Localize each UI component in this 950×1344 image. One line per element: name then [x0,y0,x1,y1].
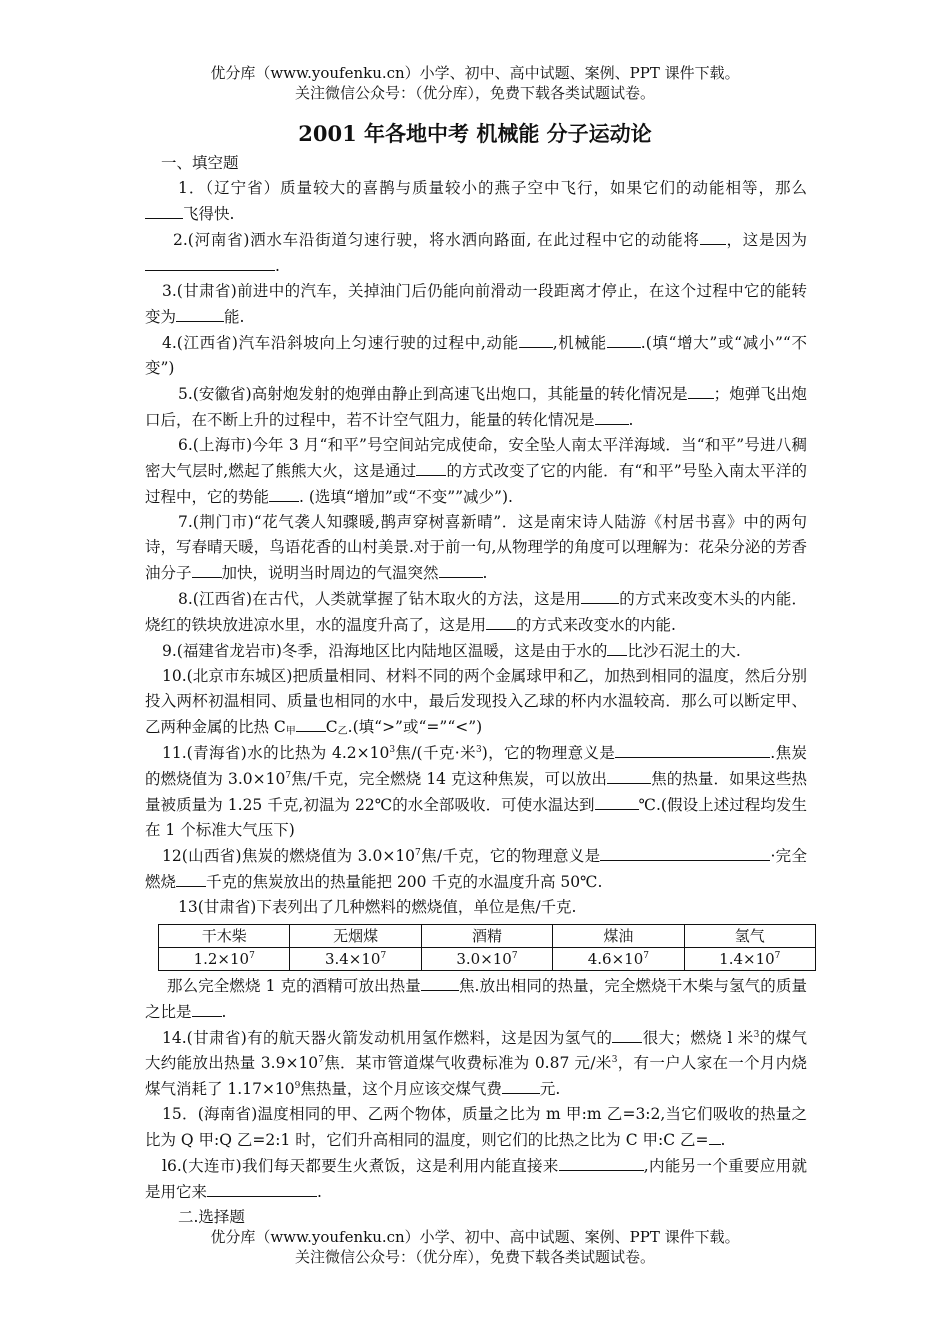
answer-blank[interactable] [486,612,516,630]
question-7: 7.(荆门市)“花气袭人知骤暖,鹊声穿树喜新晴”．这是南宋诗人陆游《村居书喜》中的两句诗，写春晴天暖，鸟语花香的山村美景.对于前一句,从物理学的角度可以理解为：花朵分泌的芳香油分子 加快，说明当时周边的气温突然 . [145,513,807,582]
answer-blank[interactable] [145,253,275,271]
question-13-continued: 那么完全燃烧 1 克的酒精可放出热量 焦.放出相同的热量，完全燃烧干木柴与氢气的质量之比是 . [145,973,807,1025]
question-15: 15．(海南省)温度相同的甲、乙两个物体，质量之比为 m 甲:m 乙=3:2,当它们吸收的热量之比为 Q 甲:Q 乙=2:1 时，它们升高相同的温度，则它们的比热之比为 C 甲:C 乙= . [145,1105,807,1149]
answer-blank[interactable] [688,381,714,399]
table-cell: $3.4\times 10^7$ [290,948,421,971]
section-fill-blank-heading: 一、填空题 [161,154,239,172]
page-header [0,63,950,103]
answer-blank[interactable] [207,1179,317,1197]
table-header-cell: 无烟煤 [290,925,421,948]
answer-blank[interactable] [192,560,222,578]
answer-blank[interactable] [519,330,553,348]
question-3: 3.(甘肃省)前进中的汽车，关掉油门后仍能向前滑动一段距离才停止，在这个过程中它的能转变为 能. [145,282,807,326]
table-header-cell: 酒精 [421,925,552,948]
answer-blank[interactable] [607,766,651,784]
answer-blank[interactable] [700,227,726,245]
question-13: 13(甘肃省)下表列出了几种燃料的燃烧值，单位是焦/千克. [178,898,577,916]
answer-blank[interactable] [709,1127,721,1145]
header-line-2: 关注微信公众号：（优分库），免费下载各类试题试卷。 [294,84,655,102]
answer-blank[interactable] [176,869,206,887]
answer-blank[interactable] [192,999,222,1017]
fuel-value-table [158,924,816,971]
page-title: 2001 年各地中考 机械能 分子运动论 [298,121,652,146]
answer-blank[interactable] [269,484,299,502]
answer-blank[interactable] [421,973,459,991]
question-16: l6.(大连市)我们每天都要生火煮饭，这是利用内能直接来 ,内能另一个重要应用就是用它来 . [145,1153,807,1205]
question-1: 1．（辽宁省）质量较大的喜鹊与质量较小的燕子空中飞行，如果它们的动能相等，那么飞得快. [145,176,807,227]
answer-blank[interactable] [296,714,326,732]
answer-blank[interactable] [581,586,619,604]
question-12: 12(山西省)焦炭的燃烧值为 $3.0\times 10^7$焦/千克，它的物理意义是 ·完全燃烧 千克的焦炭放出的热量能把 200 千克的水温度升高 50℃. [145,843,807,895]
table-cell: $1.2\times 10^7$ [159,948,290,971]
answer-blank[interactable] [612,1025,642,1043]
answer-blank[interactable] [439,560,483,578]
question-2: 2.(河南省)洒水车沿街道匀速行驶，将水洒向路面, 在此过程中它的动能将 ，这是因为. [145,227,807,279]
table-cell: $1.4\times 10^7$ [684,948,815,971]
question-5: 5.(安徽省)高射炮发射的炮弹由静止到高速飞出炮口，其能量的转化情况是 ；炮弹飞出炮口后，在不断上升的过程中，若不计空气阻力，能量的转化情况是 . [145,381,807,433]
page-footer [0,1227,950,1267]
answer-blank[interactable] [600,843,770,861]
table-header-row [159,925,816,948]
answer-blank[interactable] [176,304,224,322]
table-cell: $3.0\times 10^7$ [421,948,552,971]
answer-blank[interactable] [595,407,629,425]
answer-blank[interactable] [607,638,627,656]
answer-blank[interactable] [615,740,770,758]
document-body [145,151,807,1230]
question-10: 10.(北京市东城区)把质量相同、材料不同的两个金属球甲和乙，加热到相同的温度，然后分别投入两杯初温相同、质量也相同的水中，最后发现投入乙球的杯内水温较高．那么可以断定甲、乙两种金属的比热 $C_甲$ $C_乙$.(填“>”或“=”“<”) [145,667,807,737]
answer-blank[interactable] [559,1153,644,1171]
footer-line-1: 优分库（www.youfenku.cn）小学、初中、高中试题、案例、PPT 课件下载。 [210,1228,740,1246]
question-4: 4.(江西省)汽车沿斜坡向上匀速行驶的过程中,动能 ,机械能 .(填“增大”或“减小”“不变”) [145,330,807,381]
table-header-cell: 干木柴 [159,925,290,948]
table-cell: $4.6\times 10^7$ [553,948,684,971]
question-9: 9.(福建省龙岩市)冬季，沿海地区比内陆地区温暖，这是由于水的 比沙石泥土的大. [145,638,807,664]
question-8: 8.(江西省)在古代，人类就掌握了钻木取火的方法，这是用 的方式来改变木头的内能．烧红的铁块放进凉水里，水的温度升高了，这是用 的方式来改变水的内能. [145,586,807,638]
table-row [159,948,816,971]
answer-blank[interactable] [145,201,183,219]
header-line-1: 优分库（www.youfenku.cn）小学、初中、高中试题、案例、PPT 课件下载。 [210,64,740,82]
table-header-cell: 煤油 [553,925,684,948]
section-multiple-choice-heading: 二.选择题 [178,1208,245,1226]
answer-blank[interactable] [607,330,641,348]
question-14: 14.(甘肃省)有的航天器火箭发动机用氢作燃料，这是因为氢气的 很大；燃烧 l 米$^3$的煤气大约能放出热量 $3.9\times 10^7$焦．某市管道煤气收费标准为 0.87 元/米$^3$，有一户人家在一个月内烧煤气消耗了 $1.17\times 10^9$焦热量，这个月应该交煤气费 元. [145,1025,807,1102]
answer-blank[interactable] [416,458,446,476]
answer-blank[interactable] [502,1076,540,1094]
answer-blank[interactable] [595,792,639,810]
question-6: 6.(上海市)今年 3 月“和平”号空间站完成使命，安全坠人南太平洋海域．当“和平”号进八稠密大气层时,燃起了熊熊大火，这是通过 的方式改变了它的内能．有“和平”号坠入南太平洋的过程中，它的势能 . (选填“增加”或“不变””减少”). [145,436,807,506]
question-11: 11.(青海省)水的比热为 $4.2\times 10^3$焦/(千克·米$^3$)，它的物理意义是 .焦炭的燃烧值为 $3.0\times 10^7$焦/千克，完全燃烧 14 克这种焦炭，可以放出 焦的热量．如果这些热量被质量为 1.25 千克,初温为 22℃的水全部吸收．可使水温达到 ℃.(假设上述过程均发生在 1 个标准大气压下) [145,740,807,843]
table-header-cell: 氢气 [684,925,815,948]
footer-line-2: 关注微信公众号：（优分库），免费下载各类试题试卷。 [294,1248,655,1266]
